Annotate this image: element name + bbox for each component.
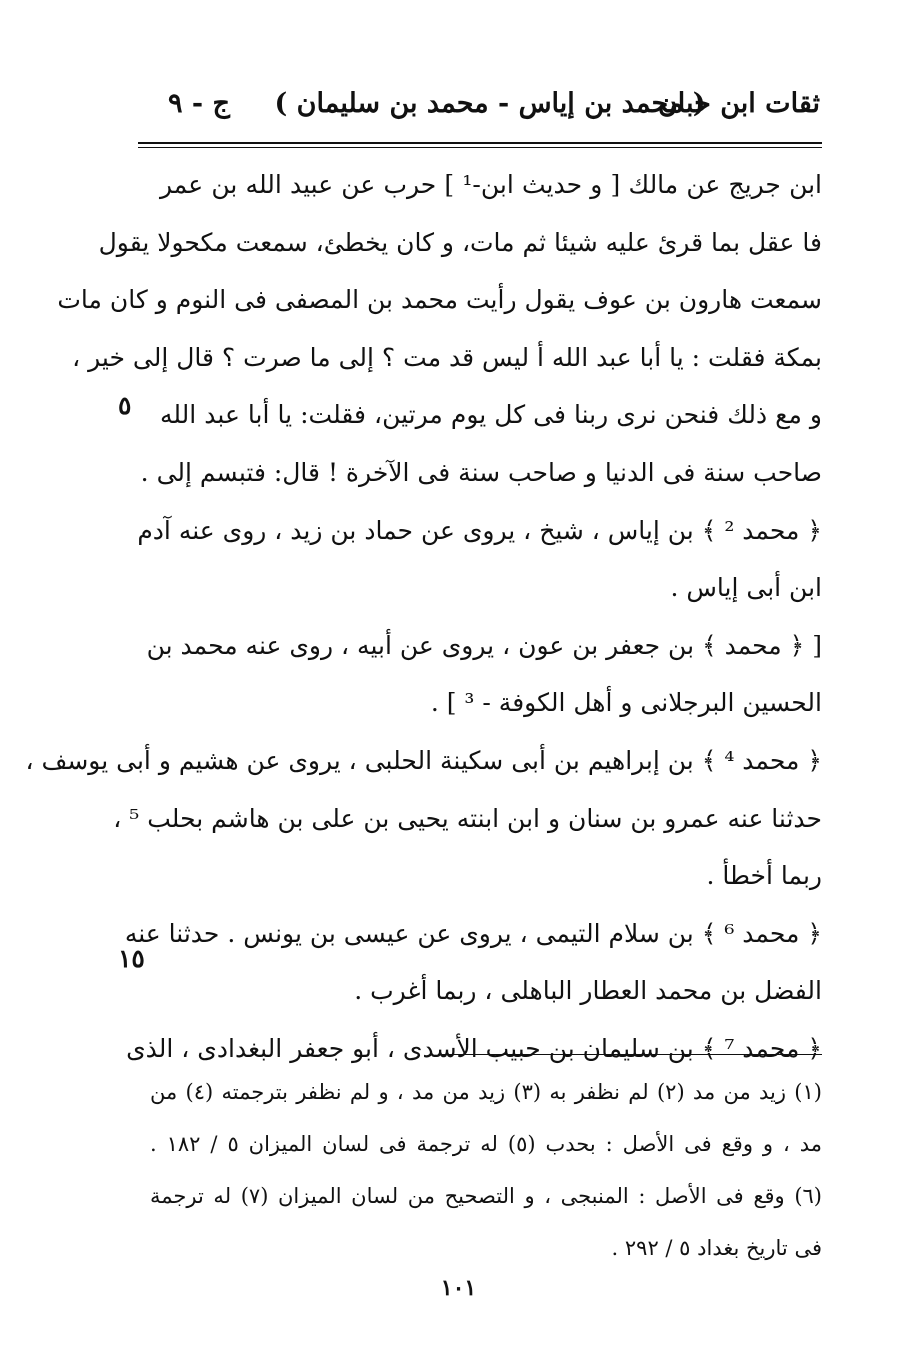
entry-line: ﴿ محمد ⁷ ﴾ بن سليمان بن حبيب الأسدى ، أبو جعفر البغدادى ، الذى xyxy=(126,1033,822,1063)
text-line: ابن جريج عن مالك [ و حديث ابن-¹ ] حرب عن عبيد الله بن عمر xyxy=(160,170,823,199)
text-line: و مع ذلك فنحن نرى ربنا فى كل يوم مرتين، فقلت: يا أبا عبد الله xyxy=(160,400,822,430)
entry-line: ﴿ محمد ⁶ ﴾ بن سلام التيمى ، يروى عن عيسى بن يونس . حدثنا عنه xyxy=(124,918,822,948)
footnote-line: (١) زيد من مد (٢) لم نظفر به (٣) زيد من مد ، و لم نظفر بترجمته (٤) من xyxy=(150,1080,822,1104)
footnote-divider xyxy=(438,1054,822,1055)
footnotes xyxy=(150,1066,822,1274)
header-divider xyxy=(138,142,822,148)
page-number: ١٠١ xyxy=(440,1275,477,1301)
entry-line: ﴿ محمد ⁴ ﴾ بن إبراهيم بن أبى سكينة الحلبى ، يروى عن هشيم و أبى يوسف ، xyxy=(25,745,822,775)
text-line: ربما أخطأ . xyxy=(706,861,822,891)
section-subtitle: ( محمد بن إياس - محمد بن سليمان ) xyxy=(274,88,706,119)
text-line: فا عقل بما قرئ عليه شيئا ثم مات، و كان يخطئ، سمعت مكحولا يقول xyxy=(98,227,822,257)
line-number-marker: ٥ xyxy=(118,391,132,420)
text-line: سمعت هارون بن عوف يقول رأيت محمد بن المصفى فى النوم و كان مات xyxy=(57,285,822,315)
text-line: الحسين البرجلانى و أهل الكوفة - ³ ] . xyxy=(430,688,822,718)
footnote-line: مد ، و وقع فى الأصل : بحدب (٥) له ترجمة فى لسان الميزان ٥ / ١٨٢ . xyxy=(150,1132,823,1156)
text-line: ابن أبى إياس . xyxy=(670,573,822,603)
book-title: ثقات ابن حبان xyxy=(657,88,820,119)
running-header xyxy=(160,88,820,132)
text-line: صاحب سنة فى الدنيا و صاحب سنة فى الآخرة ! قال: فتبسم إلى . xyxy=(140,457,822,487)
line-number-marker: ١٥ xyxy=(118,944,145,973)
entry-line: ﴿ محمد ² ﴾ بن إياس ، شيخ ، يروى عن حماد بن زيد ، روى عنه آدم xyxy=(137,515,822,545)
text-line: الفضل بن محمد العطار الباهلى ، ربما أغرب . xyxy=(354,976,822,1006)
entry-line: [ ﴿ محمد ﴾ بن جعفر بن عون ، يروى عن أبيه ، روى عنه محمد بن xyxy=(146,630,822,660)
text-line: بمكة فقلت : يا أبا عبد الله أ ليس قد مت ؟ إلى ما صرت ؟ قال إلى خير ، xyxy=(72,342,822,372)
footnote-line: (٦) وقع فى الأصل : المنبجى ، و التصحيح من لسان الميزان (٧) له ترجمة xyxy=(150,1184,822,1208)
volume-indicator: ج - ٩ xyxy=(168,88,230,119)
text-line: حدثنا عنه عمرو بن سنان و ابن ابنته يحيى بن على بن هاشم بحلب ⁵ ، xyxy=(113,803,822,833)
footnote-line: فى تاريخ بغداد ٥ / ٢٩٢ . xyxy=(611,1236,822,1260)
